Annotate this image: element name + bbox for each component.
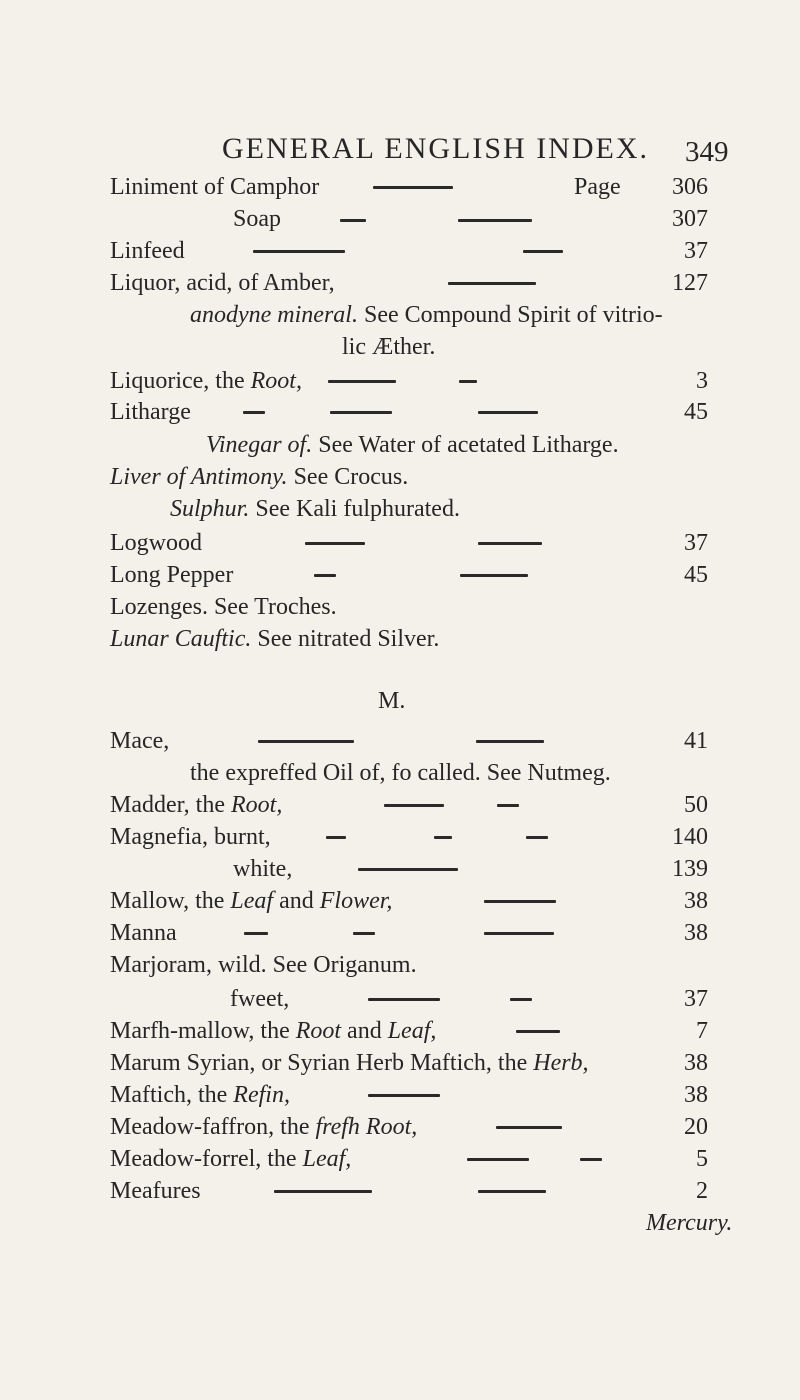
entry-meadow-saffron: Meadow-faffron, the frefh Root, (110, 1114, 418, 1140)
entry-page-ref: 38 (684, 1082, 708, 1108)
entry-liver-of-antimony: Liver of Antimony. See Crocus. (110, 464, 409, 490)
leader-rule (330, 411, 392, 414)
leader-rule (274, 1190, 372, 1193)
leader-rule (358, 868, 458, 871)
entry-page-ref: 5 (696, 1146, 708, 1172)
entry-page-ref: 3 (696, 368, 708, 394)
entry-page-ref: 37 (684, 238, 708, 264)
leader-rule (253, 250, 345, 253)
leader-rule (353, 932, 375, 935)
leader-rule (434, 836, 452, 839)
leader-rule (384, 804, 444, 807)
entry-mastich-resin: Maftich, the Refin, (110, 1082, 290, 1108)
leader-rule (373, 186, 453, 189)
page-label: Page (574, 174, 621, 200)
leader-rule (244, 932, 268, 935)
leader-rule (368, 1094, 440, 1097)
leader-rule (496, 1126, 562, 1129)
leader-rule (243, 411, 265, 414)
entry-anodyne-continued: lic Æther. (342, 334, 436, 360)
entry-logwood: Logwood (110, 530, 202, 556)
entry-litharge: Litharge (110, 399, 191, 425)
entry-marsh-mallow: Marfh-mallow, the Root and Leaf, (110, 1018, 437, 1044)
entry-measures: Meafures (110, 1178, 201, 1204)
entry-page-ref: 7 (696, 1018, 708, 1044)
entry-page-ref: 50 (684, 792, 708, 818)
leader-rule (448, 282, 536, 285)
entry-mace: Mace, (110, 728, 170, 754)
entry-liquor-acid: Liquor, acid, of Amber, (110, 270, 335, 296)
entry-page-ref: 37 (684, 530, 708, 556)
entry-lunar-caustic: Lunar Cauftic. See nitrated Silver. (110, 626, 440, 652)
leader-rule (340, 219, 366, 222)
entry-page-ref: 2 (696, 1178, 708, 1204)
entry-liniment-soap: Soap (233, 206, 281, 232)
leader-rule (526, 836, 548, 839)
section-heading-m: M. (378, 688, 406, 714)
leader-rule (476, 740, 544, 743)
entry-manna: Manna (110, 920, 177, 946)
leader-rule (516, 1030, 560, 1033)
page-number: 349 (685, 136, 729, 168)
leader-rule (258, 740, 354, 743)
leader-rule (484, 932, 554, 935)
leader-rule (478, 411, 538, 414)
entry-marum-syrian: Marum Syrian, or Syrian Herb Maftich, the Herb, (110, 1050, 589, 1076)
entry-meadow-sorrel: Meadow-forrel, the Leaf, (110, 1146, 352, 1172)
entry-liquorice: Liquorice, the Root, (110, 368, 302, 394)
entry-page-ref: 307 (672, 206, 708, 232)
entry-page-ref: 41 (684, 728, 708, 754)
entry-page-ref: 127 (672, 270, 708, 296)
entry-liver-of-sulphur: Sulphur. See Kali fulphurated. (170, 496, 460, 522)
entry-anodyne-mineral: anodyne mineral. See Compound Spirit of vitrio- (190, 302, 663, 328)
entry-page-ref: 45 (684, 562, 708, 588)
leader-rule (478, 542, 542, 545)
leader-rule (478, 1190, 546, 1193)
entry-linseed: Linfeed (110, 238, 185, 264)
entry-liniment-camphor: Liniment of Camphor (110, 174, 320, 200)
leader-rule (497, 804, 519, 807)
entry-page-ref: 139 (672, 856, 708, 882)
entry-page-ref: 37 (684, 986, 708, 1012)
entry-mace-oil: the expreffed Oil of, fo called. See Nutmeg. (190, 760, 611, 786)
leader-rule (510, 998, 532, 1001)
leader-rule (368, 998, 440, 1001)
entry-magnesia-burnt: Magnefia, burnt, (110, 824, 271, 850)
entry-madder: Madder, the Root, (110, 792, 283, 818)
entry-vinegar-of-litharge: Vinegar of. See Water of acetated Litharge. (206, 432, 619, 458)
leader-rule (580, 1158, 602, 1161)
entry-lozenges: Lozenges. See Troches. (110, 594, 337, 620)
leader-rule (314, 574, 336, 577)
leader-rule (458, 219, 532, 222)
leader-rule (326, 836, 346, 839)
running-head: GENERAL ENGLISH INDEX. (222, 132, 649, 165)
leader-rule (305, 542, 365, 545)
leader-rule (484, 900, 556, 903)
entry-marjoram-wild: Marjoram, wild. See Origanum. (110, 952, 417, 978)
catchword: Mercury. (646, 1210, 733, 1236)
entry-mallow: Mallow, the Leaf and Flower, (110, 888, 393, 914)
entry-page-ref: 306 (672, 174, 708, 200)
entry-page-ref: 20 (684, 1114, 708, 1140)
entry-marjoram-sweet: fweet, (230, 986, 290, 1012)
leader-rule (459, 380, 477, 383)
entry-page-ref: 38 (684, 920, 708, 946)
leader-rule (467, 1158, 529, 1161)
entry-page-ref: 45 (684, 399, 708, 425)
entry-page-ref: 140 (672, 824, 708, 850)
entry-page-ref: 38 (684, 888, 708, 914)
leader-rule (460, 574, 528, 577)
leader-rule (523, 250, 563, 253)
entry-long-pepper: Long Pepper (110, 562, 234, 588)
entry-magnesia-white: white, (233, 856, 293, 882)
leader-rule (328, 380, 396, 383)
entry-page-ref: 38 (684, 1050, 708, 1076)
